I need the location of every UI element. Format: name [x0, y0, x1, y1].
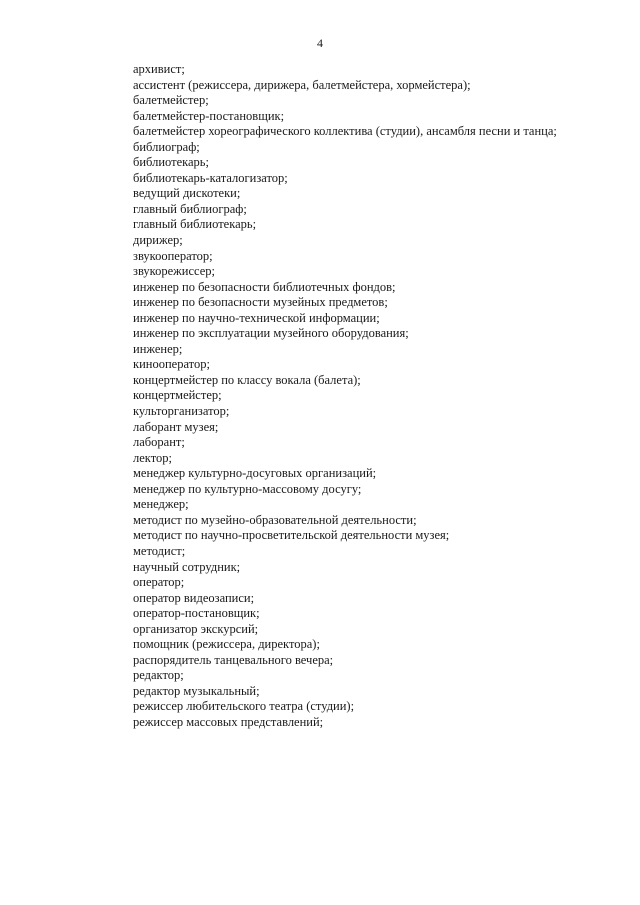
- position-item: архивист;: [133, 62, 185, 76]
- position-item: библиотекарь;: [133, 155, 209, 170]
- position-item: концертмейстер по классу вокала (балета);: [133, 372, 361, 387]
- position-item: методист по научно-просветительской деятельности музея;: [133, 528, 450, 543]
- position-item: редактор музыкальный;: [133, 683, 260, 698]
- position-item: оператор;: [133, 575, 185, 590]
- position-item: редактор;: [133, 668, 184, 683]
- position-item: менеджер;: [133, 497, 189, 512]
- position-item: помощник (режиссера, директора);: [133, 637, 320, 652]
- position-item: кинооператор;: [133, 357, 210, 372]
- position-item: методист по музейно-образовательной деятельности;: [133, 512, 417, 527]
- position-item: балетмейстер;: [133, 93, 209, 108]
- position-item: ассистент (режиссера, дирижера, балетмейстера, хормейстера);: [133, 77, 471, 92]
- position-item: главный библиотекарь;: [133, 217, 257, 232]
- position-item: оператор видеозаписи;: [133, 590, 255, 605]
- page-number: 4: [317, 36, 323, 50]
- position-item: менеджер по культурно-массовому досугу;: [133, 481, 362, 496]
- position-item: методист;: [133, 543, 186, 558]
- position-item: звукорежиссер;: [133, 264, 215, 279]
- position-item: ведущий дискотеки;: [133, 186, 241, 201]
- position-item: главный библиограф;: [133, 201, 247, 216]
- position-item: звукооператор;: [133, 248, 213, 263]
- position-item: балетмейстер хореографического коллектива (студии), ансамбля песни и танца;: [133, 124, 557, 139]
- position-item: библиотекарь-каталогизатор;: [133, 170, 288, 185]
- position-item: инженер;: [133, 341, 183, 356]
- position-item: дирижер;: [133, 233, 183, 248]
- position-item: научный сотрудник;: [133, 559, 241, 574]
- position-item: режиссер массовых представлений;: [133, 714, 324, 729]
- position-item: лаборант музея;: [133, 419, 219, 434]
- position-item: лектор;: [133, 450, 172, 465]
- position-item: библиограф;: [133, 139, 200, 154]
- position-item: инженер по эксплуатации музейного оборудования;: [133, 326, 409, 341]
- position-item: балетмейстер-постановщик;: [133, 108, 285, 123]
- position-item: оператор-постановщик;: [133, 606, 260, 621]
- position-item: организатор экскурсий;: [133, 621, 259, 636]
- position-item: менеджер культурно-досуговых организаций;: [133, 466, 377, 481]
- position-item: культорганизатор;: [133, 404, 230, 419]
- position-item: инженер по безопасности библиотечных фондов;: [133, 279, 396, 294]
- position-item: режиссер любительского театра (студии);: [133, 699, 355, 714]
- position-item: инженер по безопасности музейных предметов;: [133, 295, 388, 310]
- position-item: инженер по научно-технической информации;: [133, 310, 380, 325]
- position-item: распорядитель танцевального вечера;: [133, 652, 334, 667]
- position-item: лаборант;: [133, 435, 185, 450]
- positions-list: [112, 62, 606, 731]
- position-item: концертмейстер;: [133, 388, 222, 403]
